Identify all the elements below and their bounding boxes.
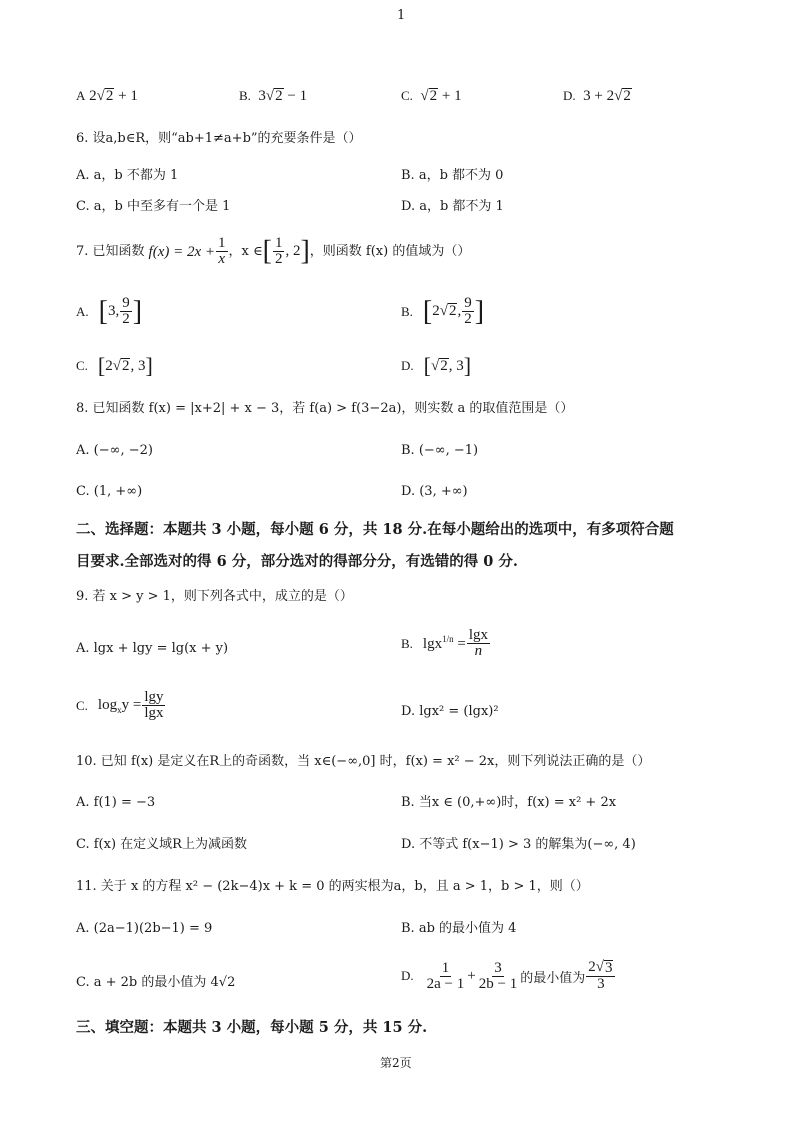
q8-option-c[interactable]: C. (1, +∞) xyxy=(76,484,143,499)
section-3-heading: 三、填空题：本题共 3 小题，每小题 5 分，共 15 分. xyxy=(76,1019,428,1036)
q9-option-a[interactable]: A. lgx + lgy = lg(x + y) xyxy=(76,641,229,656)
q6-stem: 6. 设a,b∈R，则“ab+1≠a+b”的充要条件是（） xyxy=(76,131,362,146)
q6-option-a[interactable]: A. a，b 不都为 1 xyxy=(76,168,179,183)
q11-option-a[interactable]: A. (2a−1)(2b−1) = 9 xyxy=(76,921,213,936)
q11-stem: 11. 关于 x 的方程 x² − (2k−4)x + k = 0 的两实根为a，b，且 a > 1，b > 1，则（） xyxy=(76,879,589,894)
section-2-heading: 二、选择题：本题共 3 小题，每小题 6 分，共 18 分.在每小题给出的选项中，有多项符合题 xyxy=(76,521,674,538)
q7-stem: 7. 已知函数 f(x) = 2x + $\frac{1}{x}$ ，x ∈ [ $\frac{1}{2}$ , 2] ，则函数 f(x) 的值域为（） xyxy=(76,235,471,267)
q7-stem-fraction: $\frac{1}{x}$ xyxy=(218,235,226,267)
q8-option-d[interactable]: D. (3, +∞) xyxy=(401,484,468,499)
q7-option-b[interactable]: B. [ 2 √ 2 , $\frac{9}{2}$ ] xyxy=(401,295,485,327)
q9-option-b[interactable]: B. lgx$^{1/n}$ = $\frac{\lg x}{n}$ xyxy=(401,627,488,659)
q5-option-c[interactable]: C. √ 2 + 1 xyxy=(401,88,462,104)
q7-option-c[interactable]: C. [ 2 √ 2 , 3 ] xyxy=(76,353,153,378)
q8-option-b[interactable]: B. (−∞, −1) xyxy=(401,443,479,458)
q5-option-b[interactable]: B. 3 √ 2 − 1 xyxy=(239,88,308,104)
q5-option-a[interactable]: A 2 √ 2 + 1 xyxy=(76,88,138,104)
q9-stem: 9. 若 x > y > 1，则下列各式中，成立的是（） xyxy=(76,589,353,604)
q7-option-d[interactable]: D. [ √ 2 , 3 ] xyxy=(401,353,472,378)
q10-option-d[interactable]: D. 不等式 f(x−1) > 3 的解集为(−∞, 4) xyxy=(401,837,636,852)
q10-stem: 10. 已知 f(x) 是定义在R上的奇函数，当 x∈(−∞,0] 时，f(x) = x² − 2x，则下列说法正确的是（） xyxy=(76,754,651,769)
q6-option-c[interactable]: C. a，b 中至多有一个是 1 xyxy=(76,199,231,214)
q11-option-c[interactable]: C. a + 2b 的最小值为 4√2 xyxy=(76,975,236,990)
q9-option-c[interactable]: C. $\log_xy$ = $\frac{\lg y}{\lg x}$ xyxy=(76,689,164,721)
q10-option-c[interactable]: C. f(x) 在定义域R上为减函数 xyxy=(76,837,247,852)
q10-option-b[interactable]: B. 当x ∈ (0,+∞)时，f(x) = x² + 2x xyxy=(401,795,617,810)
q10-option-a[interactable]: A. f(1) = −3 xyxy=(76,795,156,810)
q8-option-a[interactable]: A. (−∞, −2) xyxy=(76,443,153,458)
q7-option-a[interactable]: A. [ 3, $\frac{9}{2}$ ] xyxy=(76,295,143,327)
q9-option-d[interactable]: D. lgx² = (lgx)² xyxy=(401,704,499,719)
q11-option-b[interactable]: B. ab 的最小值为 4 xyxy=(401,921,517,936)
page-footer: 第2页 xyxy=(380,1056,412,1070)
q5-option-d[interactable]: D. 3 + 2 √ 2 xyxy=(563,88,631,104)
q8-stem: 8. 已知函数 f(x) = |x+2| + x − 3，若 f(a) > f(3−2a)，则实数 a 的取值范围是（） xyxy=(76,401,574,416)
q7-domain-interval: [ $\frac{1}{2}$ , 2] xyxy=(262,235,310,267)
q6-option-d[interactable]: D. a，b 都不为 1 xyxy=(401,199,504,214)
section-2-heading-cont: 目要求.全部选对的得 6 分，部分选对的得部分分，有选错的得 0 分. xyxy=(76,553,518,570)
page-marker: 1 xyxy=(397,8,406,23)
q6-option-b[interactable]: B. a，b 都不为 0 xyxy=(401,168,504,183)
q11-option-d[interactable]: D. $\frac{1}{2a - 1}$ + $\frac{3}{2b - 1}$ 的最小值为 2 √ 3 3 xyxy=(401,960,616,992)
